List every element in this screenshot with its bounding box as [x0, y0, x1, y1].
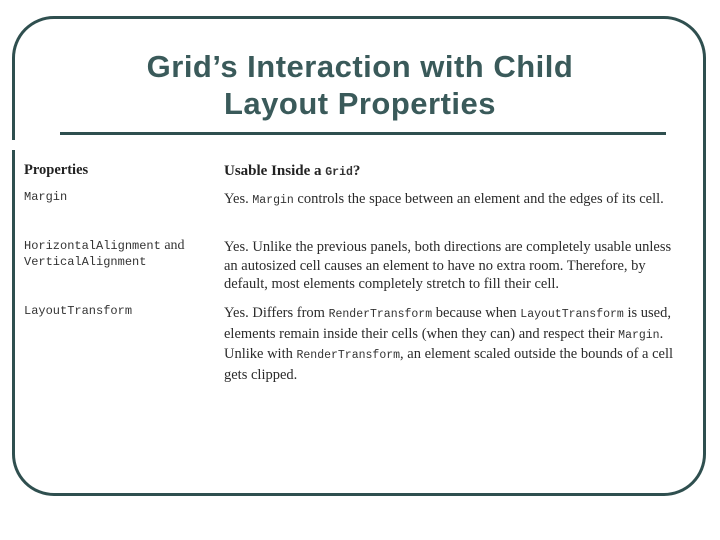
- title-underline: [60, 132, 666, 135]
- desc-code: Margin: [618, 328, 660, 342]
- usable-description: [224, 190, 686, 211]
- desc-text: . Unlike with: [224, 325, 664, 362]
- desc-code: LayoutTransform: [520, 308, 624, 321]
- title-line-1: Grid’s Interaction with Child: [146, 49, 574, 84]
- header-usable: [224, 162, 686, 183]
- desc-text: Yes. Differs from: [224, 305, 329, 321]
- desc-text: because when: [432, 305, 521, 321]
- desc-text: , an element scaled outside the bounds of a cell gets clipped.: [224, 346, 674, 383]
- title-line-2: Layout Properties: [223, 86, 497, 121]
- desc-text: controls the space between an element and the edges of its cell.: [293, 191, 664, 207]
- desc-text: is used, elements remain inside their cells (when they can) and respect their: [224, 305, 671, 342]
- header-properties: Properties: [24, 162, 89, 178]
- property-name: Margin: [24, 190, 68, 204]
- usable-description: [224, 304, 686, 384]
- frame-gap: [0, 140, 20, 150]
- property-and: and: [160, 238, 185, 253]
- property-name: LayoutTransform: [24, 304, 133, 318]
- desc-text: Yes.: [224, 191, 253, 207]
- property-name: [24, 238, 214, 270]
- desc-code: RenderTransform: [328, 308, 433, 321]
- desc-code: RenderTransform: [296, 349, 401, 362]
- property-name-horizontal: HorizontalAlignment: [24, 239, 161, 253]
- property-name-vertical: VerticalAlignment: [24, 254, 147, 269]
- slide-title: [0, 48, 720, 122]
- usable-description: Yes. Unlike the previous panels, both directions are completely usable unless an autosized cell causes an element to have no extra room. Therefore, by default, most elements completely stretch to fill their cell.: [224, 239, 672, 292]
- header-usable-code: Grid: [325, 166, 353, 179]
- header-usable-prefix: Usable Inside a: [224, 163, 326, 179]
- desc-code: Margin: [252, 194, 294, 207]
- header-usable-suffix: ?: [352, 163, 361, 179]
